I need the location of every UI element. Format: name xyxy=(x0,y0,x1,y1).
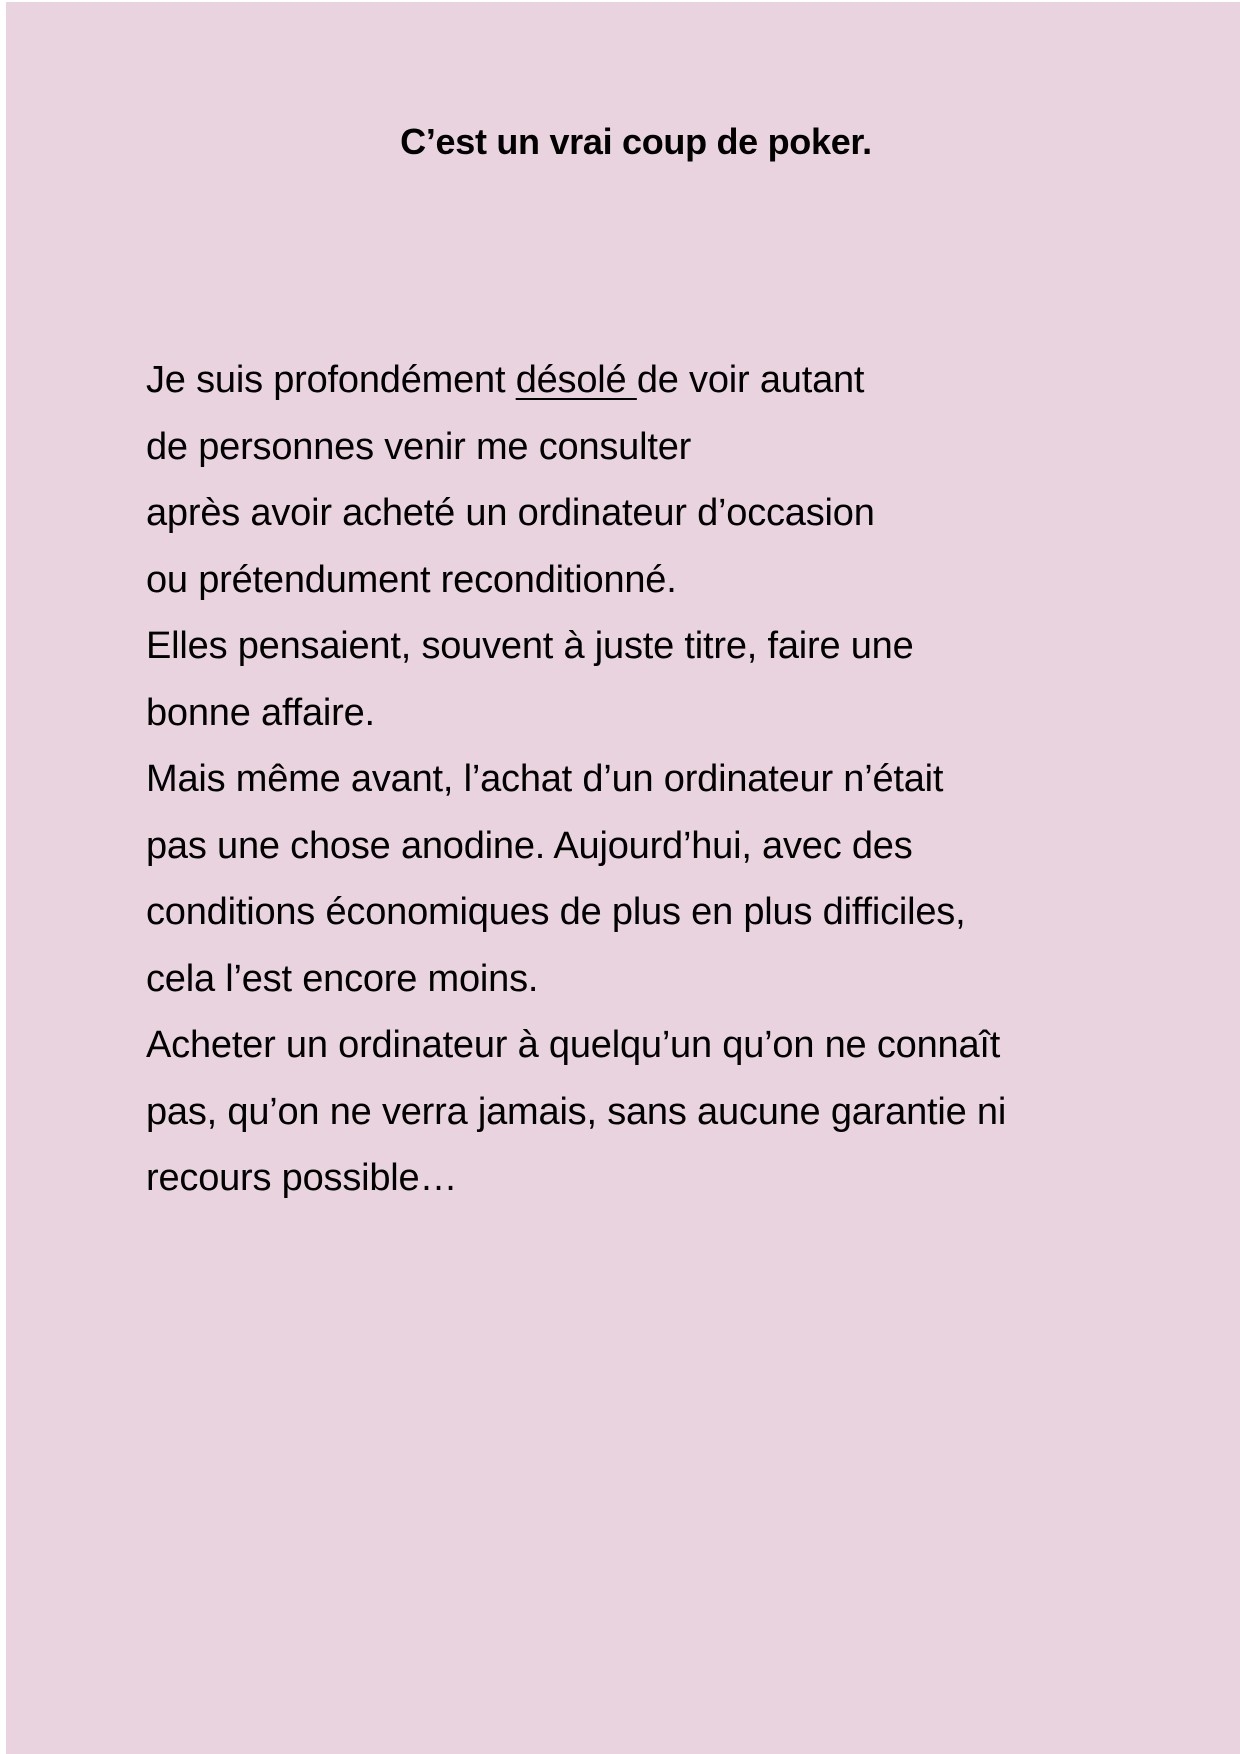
text-line: de personnes venir me consulter xyxy=(146,425,692,468)
text-line: Elles pensaient, souvent à juste titre, faire une xyxy=(146,625,914,667)
text-line: ou prétendument reconditionné. xyxy=(146,558,677,601)
text-line: Acheter un ordinateur à quelqu’un qu’on ne connaît xyxy=(146,1024,1001,1066)
text-line: bonne affaire. xyxy=(146,691,375,734)
document-body xyxy=(146,347,1206,1212)
text-segment: Je suis profondément xyxy=(146,359,516,401)
text-line: Mais même avant, l’achat d’un ordinateur n’était xyxy=(146,758,944,800)
text-line: après avoir acheté un ordinateur d’occasion xyxy=(146,492,875,534)
text-line: conditions économiques de plus en plus difficiles, xyxy=(146,891,966,933)
text-line: recours possible… xyxy=(146,1157,458,1199)
text-line: cela l’est encore moins. xyxy=(146,957,539,1000)
text-line: pas, qu’on ne verra jamais, sans aucune garantie ni xyxy=(146,1090,1007,1133)
text-segment: de voir autant xyxy=(636,359,865,401)
text-line xyxy=(146,347,1206,414)
document-page xyxy=(6,2,1240,1754)
underlined-word: désolé xyxy=(515,359,637,401)
text-line: pas une chose anodine. Aujourd’hui, avec des xyxy=(146,824,913,867)
document-title: C’est un vrai coup de poker. xyxy=(400,121,872,162)
